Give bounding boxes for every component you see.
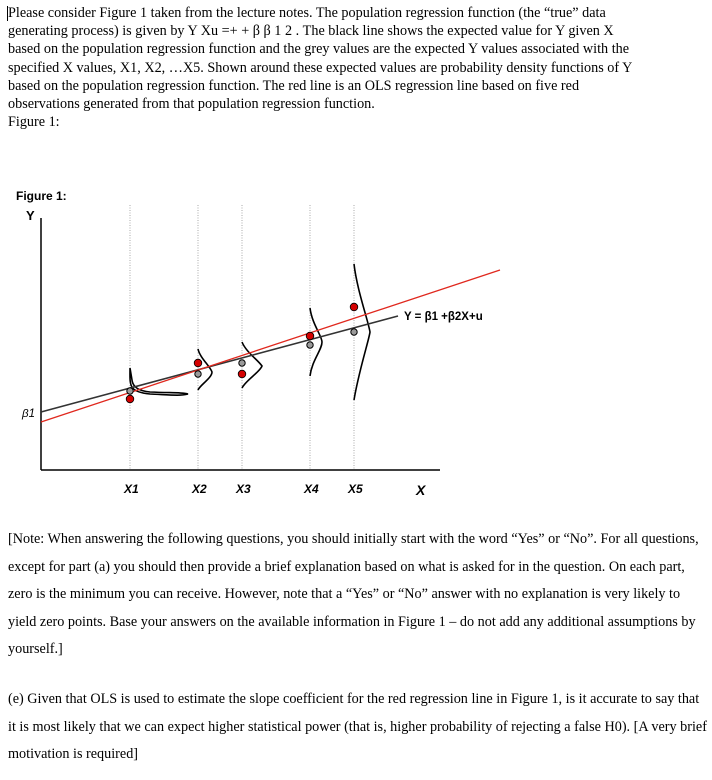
tick-x5: X5 xyxy=(348,482,363,496)
intro-block xyxy=(8,4,648,131)
expected-values xyxy=(127,329,357,394)
observation-x5 xyxy=(350,303,358,311)
x-axis-label: X xyxy=(416,482,426,498)
tick-x2: X2 xyxy=(192,482,207,496)
expected-point-x3 xyxy=(239,360,245,366)
observation-x4 xyxy=(306,332,314,340)
note-block xyxy=(8,526,708,664)
question-block xyxy=(8,686,708,769)
tick-x1: X1 xyxy=(124,482,139,496)
ols-regression-line xyxy=(41,270,500,422)
expected-point-x2 xyxy=(195,371,201,377)
intro-paragraph: Please consider Figure 1 taken from the lecture notes. The population regression function (the “true” data generating process) is given by Y Xu =+ + β β 1 2 . The black line shows the expected value for Y given X based on the population regression function and the grey values are the expected Y values associated with the specified X values, X1, X2, …X5. Shown around these expected values are probability density functions of Y based on the population regression function. The red line is an OLS regression line based on five red observations generated from that population regression function. xyxy=(8,5,632,113)
expected-point-x5 xyxy=(351,329,357,335)
note-text: [Note: When answering the following questions, you should initially start with the word “Yes” or “No”. For all questions, except for part (a) you should then provide a brief explanation based on what is asked for in the question. On each part, zero is the minimum you can receive. However, note that a “Yes” or “No” answer with no explanation is very likely to yield zero points. Base your answers on the available information in Figure 1 – do not add any additional assumptions by yourself.] xyxy=(8,531,699,657)
x-tick-labels xyxy=(123,482,363,496)
regression-equation-label: Y = β1 +β2X+u xyxy=(404,311,483,323)
expected-point-x4 xyxy=(307,342,313,348)
intercept-label: β1 xyxy=(22,408,35,420)
figure-reference: Figure 1: xyxy=(8,114,60,131)
observation-x2 xyxy=(194,359,202,367)
expected-point-x1 xyxy=(127,388,133,394)
figure-1 xyxy=(0,180,540,510)
population-regression-line xyxy=(41,316,398,412)
tick-x4: X4 xyxy=(304,482,319,496)
observation-x1 xyxy=(126,395,134,403)
y-axis-label: Y xyxy=(26,208,35,223)
figure-title: Figure 1: xyxy=(16,189,67,203)
density-x1 xyxy=(130,368,188,395)
observation-x3 xyxy=(238,370,246,378)
tick-x3: X3 xyxy=(236,482,251,496)
density-curves xyxy=(130,264,370,400)
question-e-text: (e) Given that OLS is used to estimate the slope coefficient for the red regression line in Figure 1, is it accurate to say that it is most likely that we can expect higher statistical power (that is, higher probability of rejecting a false H0). [A very brief motivation is required] xyxy=(8,691,707,762)
